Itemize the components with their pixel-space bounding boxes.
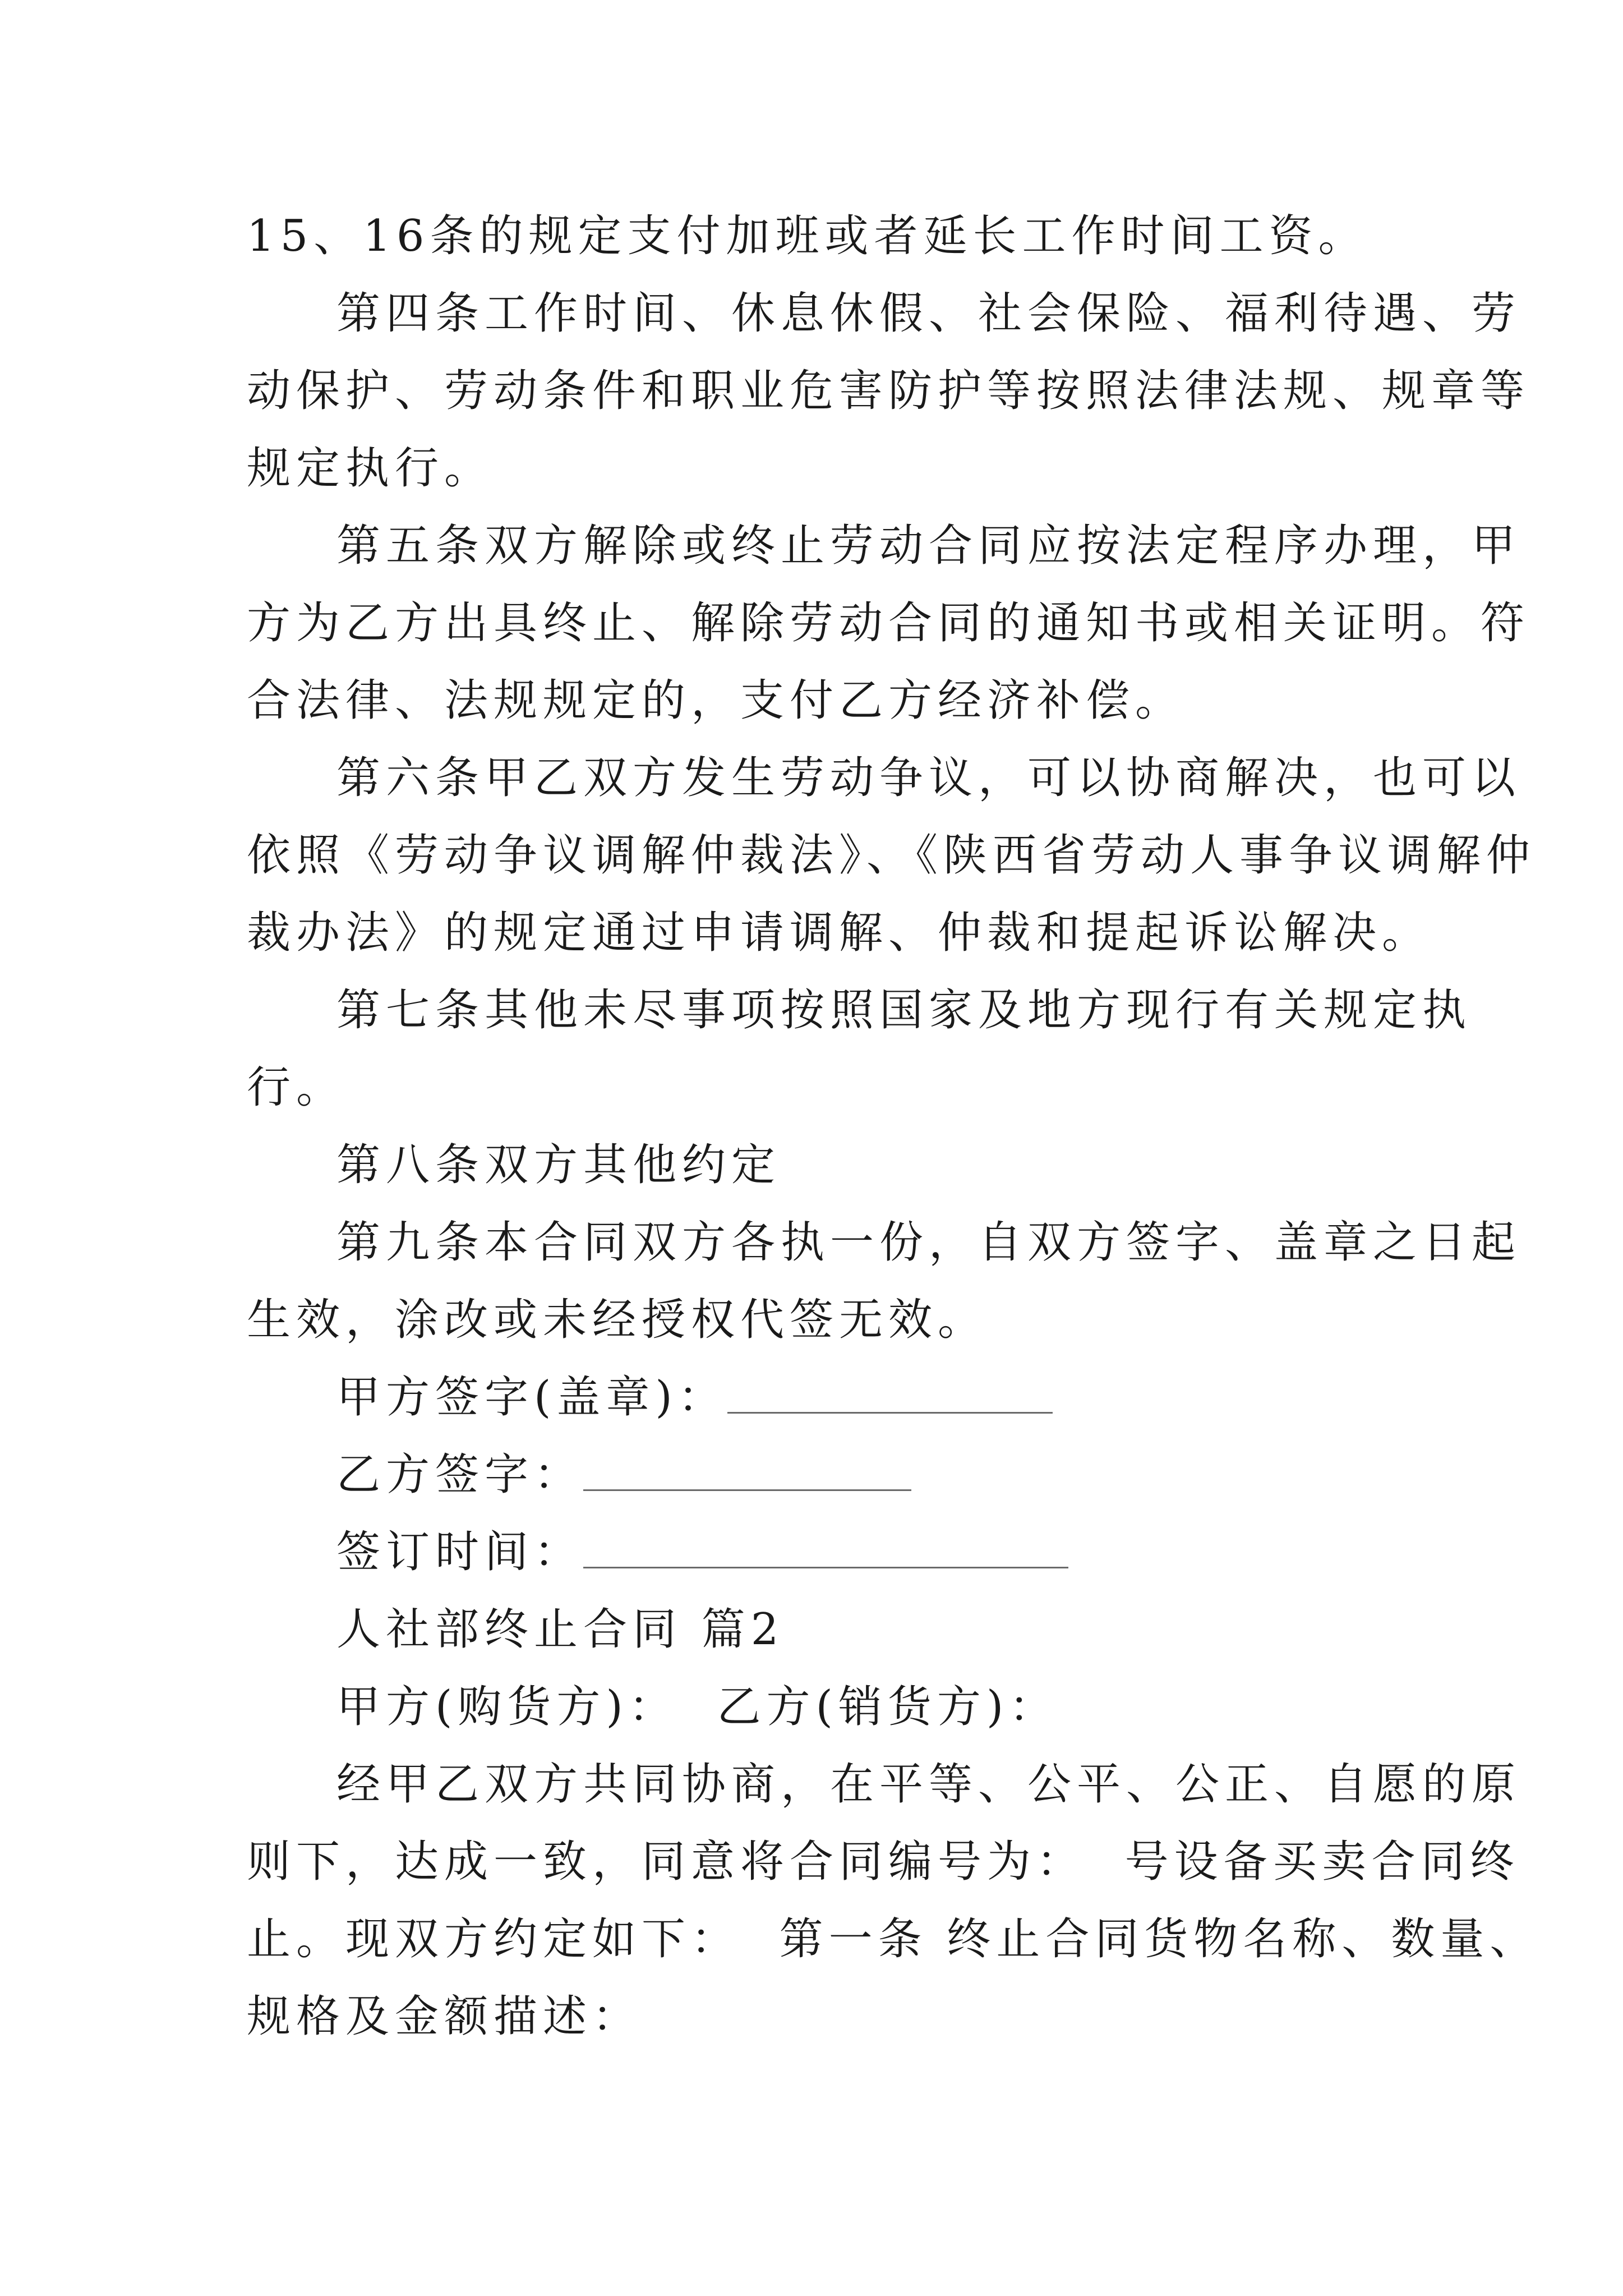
- paragraph-article-8: [247, 1126, 1385, 1204]
- text-line: 规定执行。: [247, 443, 494, 494]
- text-line: 第九条本合同双方各执一份，自双方签字、盖章之日起: [336, 1217, 1521, 1268]
- text-line: 第八条双方其他约定: [336, 1140, 781, 1190]
- text-line: 依照《劳动争议调解仲裁法》、《陕西省劳动人事争议调解仲: [247, 830, 1536, 881]
- signing-date-row: [247, 1513, 1385, 1591]
- party-b-signature-row: [247, 1436, 1385, 1513]
- party-a-signature-row: [247, 1359, 1385, 1436]
- party-b-signature-label: 乙方签字：: [336, 1450, 584, 1500]
- section-title-text: 人社部终止合同 篇2: [336, 1604, 785, 1655]
- text-line: 生效，涂改或未经授权代签无效。: [247, 1295, 988, 1345]
- signing-date-label: 签订时间：: [336, 1527, 584, 1577]
- paragraph-continuation: [247, 197, 1385, 275]
- paragraph-article-5: [247, 507, 1530, 739]
- text-line: 止。现双方约定如下： 第一条 终止合同货物名称、数量、: [247, 1914, 1539, 1964]
- signing-date-blank: [583, 1567, 1068, 1568]
- paragraph-article-9: [247, 1204, 1521, 1359]
- text-line: 15、16条的规定支付加班或者延长工作时间工资。: [247, 211, 1368, 261]
- text-line: 合法律、法规规定的，支付乙方经济补偿。: [247, 675, 1185, 726]
- section-title: [247, 1591, 1385, 1668]
- text-line: 规格及金额描述：: [247, 1991, 642, 2042]
- text-line: 第五条双方解除或终止劳动合同应按法定程序办理，甲: [336, 521, 1521, 571]
- text-line: 动保护、劳动条件和职业危害防护等按照法律法规、规章等: [247, 366, 1530, 416]
- text-line: 第四条工作时间、休息休假、社会保险、福利待遇、劳: [336, 288, 1521, 339]
- text-line: 则下，达成一致，同意将合同编号为： 号设备买卖合同终: [247, 1837, 1520, 1887]
- party-b-signature-blank: [583, 1489, 911, 1491]
- text-line: 第七条其他未尽事项按照国家及地方现行有关规定执: [336, 985, 1472, 1036]
- parties-line-text: 甲方(购货方)： 乙方(销货方)：: [336, 1682, 1059, 1732]
- party-a-signature-blank: [727, 1412, 1053, 1414]
- parties-line: [247, 1668, 1385, 1746]
- text-line: 第六条甲乙双方发生劳动争议，可以协商解决，也可以: [336, 753, 1521, 803]
- text-line: 经甲乙双方共同协商，在平等、公平、公正、自愿的原: [336, 1759, 1521, 1810]
- paragraph-article-6: [247, 739, 1536, 972]
- text-line: 裁办法》的规定通过申请调解、仲裁和提起诉讼解决。: [247, 908, 1432, 958]
- paragraph-agreement: [247, 1746, 1539, 2055]
- party-a-signature-label: 甲方签字(盖章)：: [336, 1372, 727, 1423]
- paragraph-article-7: [247, 972, 1472, 1126]
- document-body: [247, 197, 1539, 2055]
- paragraph-article-4: [247, 275, 1530, 507]
- text-line: 行。: [247, 1062, 346, 1113]
- text-line: 方为乙方出具终止、解除劳动合同的通知书或相关证明。符: [247, 598, 1530, 648]
